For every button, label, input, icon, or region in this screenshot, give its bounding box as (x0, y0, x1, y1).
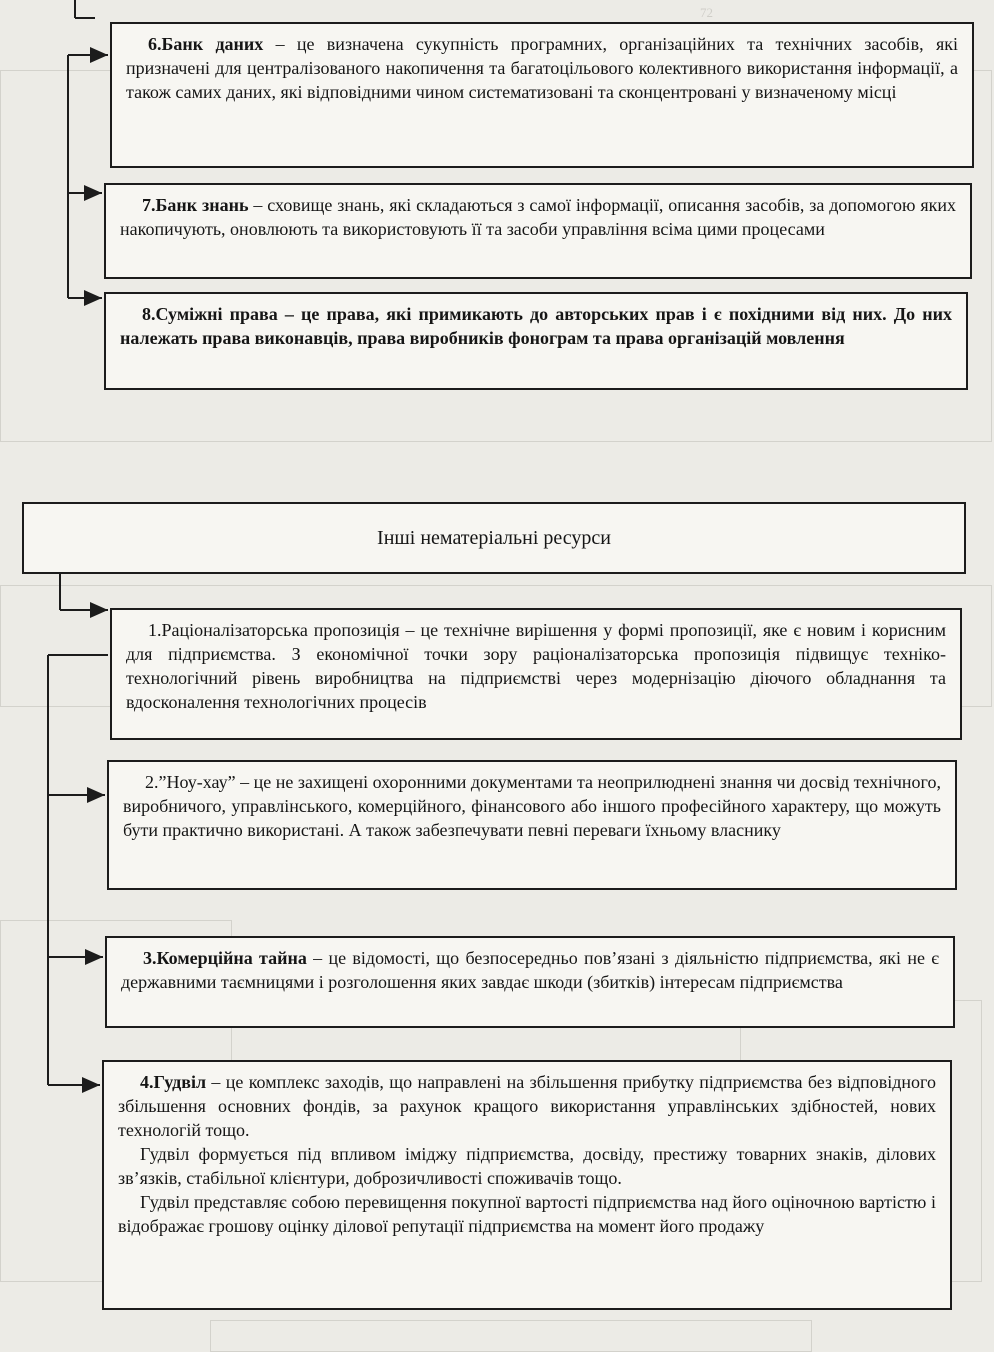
definition-box-know-how (107, 760, 957, 890)
section-title: Інші нематеріальні ресурси (22, 502, 966, 574)
term: 6.Банк даних (148, 34, 264, 54)
term: 1.Раціоналізаторська пропозиція (148, 620, 400, 640)
term: 4.Гудвіл (140, 1072, 207, 1092)
definition-box-goodwill (102, 1060, 952, 1310)
definition-box-knowledge-bank (104, 183, 972, 279)
definition-text: – це комплекс заходів, що направлені на збільшення прибутку підприємства без відповідного збільшення основних фондів, за рахунок кращого використання управлінських здібностей, нових технологій тощо. (118, 1072, 936, 1140)
definition-box-rationalization (110, 608, 962, 740)
definition-text: – це не захищені охоронними документами та неоприлюднені знання чи досвід технічного, виробничого, управлінського, комерційного, фінансового або іншого професійного характеру, що можуть бути практично використані. А також забезпечувати певні переваги їхньому власнику (123, 772, 941, 840)
term: 2.”Ноу-хау” (145, 772, 236, 792)
definition-text: – це визначена сукупність програмних, організаційних та технічних засобів, які призначені для централізованого накопичення та багатоцільового колективного використання інформації, а також самих даних, які відповідними чином систематизовані та сконцентровані у визначеному місці (126, 34, 958, 102)
definition-text: – це відомості, що безпосередньо пов’язані з діяльністю підприємства, які не є державними таємницями і розголошення яких завдає шкоди (збитків) інтересам підприємства (121, 948, 939, 992)
definition-text: – це права, які примикають до авторських прав і є похідними від них. До них належать права виконавців, права виробників фонограм та права організацій мовлення (120, 304, 952, 348)
goodwill-paragraph-2: Гудвіл формується під впливом іміджу підприємства, досвіду, престижу товарних знаків, ділових зв’язків, стабільної клієнтури, доброзичливості споживачів тощо. (118, 1144, 936, 1188)
definition-box-trade-secret (105, 936, 955, 1028)
definition-text: – це технічне вирішення у формі пропозиції, яке є новим і корисним для підприємства. З економічної точки зору раціоналізаторська пропозиція підвищує техніко-технологічний рівень виробництва на підприємстві через модернізацію діючого обладнання та вдосконалення технологічних процесів (126, 620, 947, 712)
definition-box-data-bank (110, 22, 974, 168)
definition-box-related-rights (104, 292, 968, 390)
goodwill-paragraph-3: Гудвіл представляє собою перевищення покупної вартості підприємства над його оціночною вартістю і відображає грошову оцінку ділової репутації підприємства на момент його продажу (118, 1192, 936, 1236)
term: 3.Комерційна тайна (143, 948, 307, 968)
term: 7.Банк знань (142, 195, 249, 215)
bleed-through-page-number: 72 (700, 5, 713, 20)
term: 8.Суміжні права (142, 304, 278, 324)
definition-text: – сховище знань, які складаються з самої інформації, описання засобів, за допомогою яких накопичують, оновлюють та використовують її та засоби управління всіма цими процесами (120, 195, 956, 239)
